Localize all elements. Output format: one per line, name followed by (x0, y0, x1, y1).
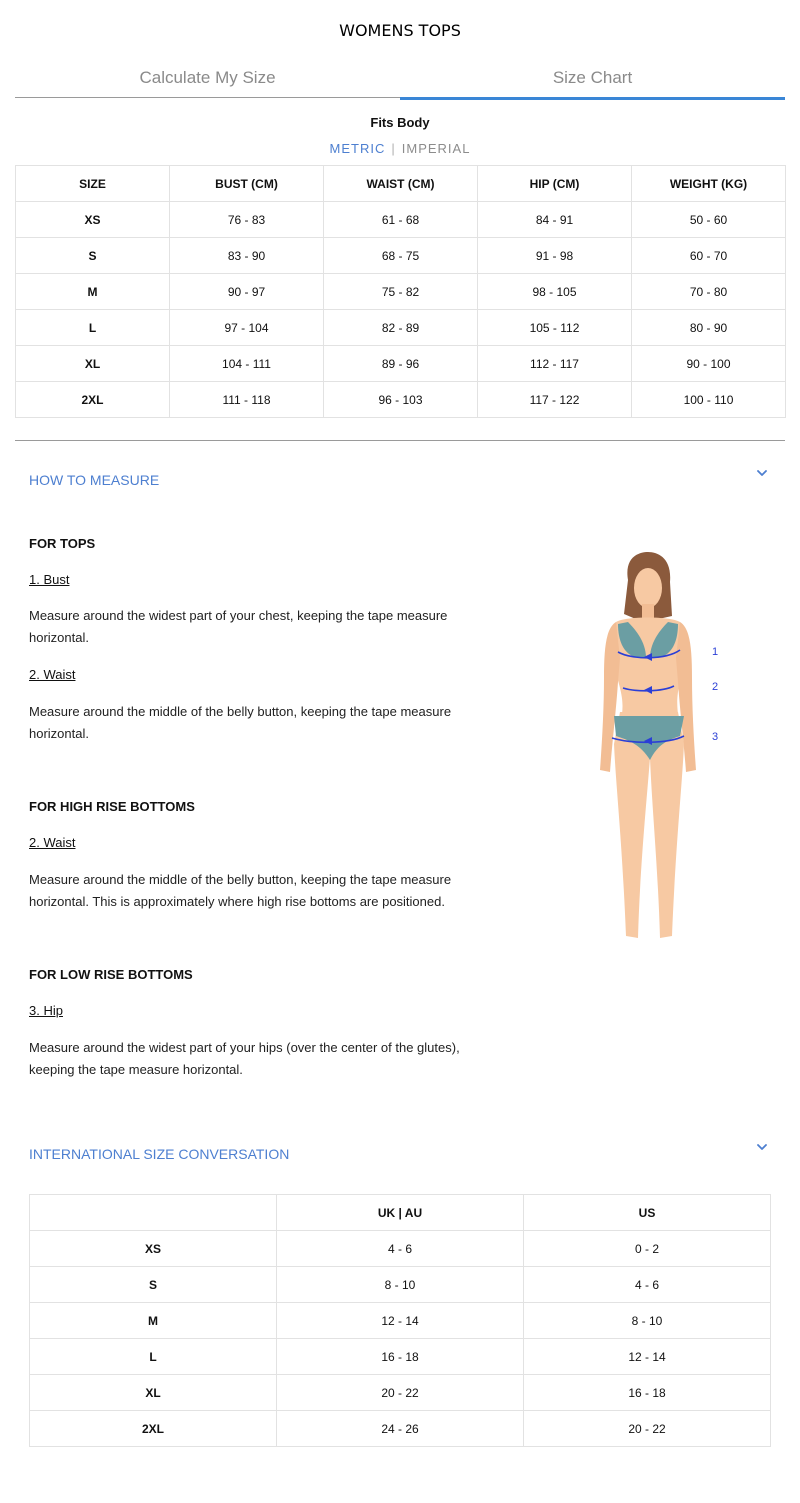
table-cell: 89 - 96 (324, 346, 478, 382)
marker-waist: 2 (712, 681, 719, 693)
table-cell: 105 - 112 (478, 310, 632, 346)
table-cell: 80 - 90 (632, 310, 786, 346)
section-divider (15, 440, 785, 441)
table-cell: 20 - 22 (524, 1411, 771, 1447)
table-cell: 100 - 110 (632, 382, 786, 418)
waist-instructions: Measure around the middle of the belly button, keeping the tape measure horizontal. (29, 704, 452, 741)
table-cell: 83 - 90 (170, 238, 324, 274)
table-cell: 82 - 89 (324, 310, 478, 346)
table-header-row (30, 1195, 771, 1231)
table-cell: 90 - 100 (632, 346, 786, 382)
table-cell: 0 - 2 (524, 1231, 771, 1267)
table-cell: 60 - 70 (632, 238, 786, 274)
table-header: BUST (CM) (170, 166, 324, 202)
table-row (16, 274, 786, 310)
international-size-table (29, 1194, 771, 1447)
table-cell: 90 - 97 (170, 274, 324, 310)
table-row (16, 202, 786, 238)
table-cell: 4 - 6 (524, 1267, 771, 1303)
table-header: SIZE (16, 166, 170, 202)
table-row (16, 238, 786, 274)
table-cell: 70 - 80 (632, 274, 786, 310)
table-cell: 8 - 10 (524, 1303, 771, 1339)
size-tabs (15, 60, 785, 98)
size-chart-table (15, 165, 786, 418)
table-row (30, 1339, 771, 1375)
table-cell: 91 - 98 (478, 238, 632, 274)
how-to-measure-accordion[interactable] (29, 471, 770, 489)
table-cell: 76 - 83 (170, 202, 324, 238)
table-cell-size: 2XL (30, 1411, 277, 1447)
table-cell: 16 - 18 (277, 1339, 524, 1375)
table-cell: 84 - 91 (478, 202, 632, 238)
table-row (16, 346, 786, 382)
hip-label: 3. Hip (29, 1003, 63, 1018)
high-rise-heading: FOR HIGH RISE BOTTOMS (29, 799, 195, 814)
table-cell-size: XS (30, 1231, 277, 1267)
fit-label: Fits Body (370, 115, 430, 130)
table-header: UK | AU (277, 1195, 524, 1231)
table-cell-size: M (30, 1303, 277, 1339)
waist-label: 2. Waist (29, 667, 76, 682)
low-rise-heading: FOR LOW RISE BOTTOMS (29, 967, 193, 982)
metric-toggle[interactable]: METRIC (329, 141, 386, 156)
table-cell-size: L (16, 310, 170, 346)
table-cell: 61 - 68 (324, 202, 478, 238)
table-cell: 50 - 60 (632, 202, 786, 238)
high-rise-waist-label: 2. Waist (29, 835, 76, 850)
table-cell: 97 - 104 (170, 310, 324, 346)
table-cell-size: 2XL (16, 382, 170, 418)
bust-instructions: Measure around the widest part of your chest, keeping the tape measure horizontal. (29, 608, 448, 645)
chevron-down-icon[interactable] (754, 1139, 770, 1155)
table-cell-size: XL (30, 1375, 277, 1411)
table-cell-size: S (30, 1267, 277, 1303)
tab-calculate-my-size[interactable]: Calculate My Size (139, 68, 276, 87)
unit-toggle (0, 141, 800, 157)
table-cell: 24 - 26 (277, 1411, 524, 1447)
table-cell: 117 - 122 (478, 382, 632, 418)
international-size-accordion[interactable] (29, 1145, 770, 1163)
table-cell: 12 - 14 (277, 1303, 524, 1339)
table-header: HIP (CM) (478, 166, 632, 202)
page-title: WOMENS TOPS (339, 21, 461, 40)
marker-bust: 1 (712, 646, 719, 658)
table-header-row (16, 166, 786, 202)
table-header (30, 1195, 277, 1231)
table-row (30, 1267, 771, 1303)
table-cell: 111 - 118 (170, 382, 324, 418)
tab-size-chart[interactable]: Size Chart (400, 60, 785, 98)
table-row (30, 1411, 771, 1447)
table-cell: 8 - 10 (277, 1267, 524, 1303)
chevron-down-icon[interactable] (754, 465, 770, 481)
hip-instructions: Measure around the widest part of your hips (over the center of the glutes), keeping the tape measure horizontal. (29, 1040, 460, 1077)
table-cell-size: M (16, 274, 170, 310)
table-header: WEIGHT (KG) (632, 166, 786, 202)
table-row (16, 310, 786, 346)
bust-label: 1. Bust (29, 572, 70, 587)
table-cell-size: XL (16, 346, 170, 382)
how-to-measure-heading: HOW TO MEASURE (29, 472, 160, 488)
table-cell: 98 - 105 (478, 274, 632, 310)
table-cell-size: L (30, 1339, 277, 1375)
table-row (30, 1375, 771, 1411)
imperial-toggle[interactable]: IMPERIAL (401, 141, 471, 156)
table-header: US (524, 1195, 771, 1231)
table-header: WAIST (CM) (324, 166, 478, 202)
table-cell: 96 - 103 (324, 382, 478, 418)
table-cell: 16 - 18 (524, 1375, 771, 1411)
table-cell: 12 - 14 (524, 1339, 771, 1375)
marker-hip: 3 (712, 731, 719, 743)
table-cell-size: XS (16, 202, 170, 238)
table-row (16, 382, 786, 418)
table-cell-size: S (16, 238, 170, 274)
body-measurement-figure (592, 548, 732, 948)
international-size-heading: INTERNATIONAL SIZE CONVERSATION (29, 1146, 290, 1162)
table-cell: 68 - 75 (324, 238, 478, 274)
table-cell: 112 - 117 (478, 346, 632, 382)
high-rise-waist-instructions: Measure around the middle of the belly button, keeping the tape measure horizontal. This is approximately where high rise bottoms are positioned. (29, 872, 452, 909)
table-row (30, 1303, 771, 1339)
table-cell: 4 - 6 (277, 1231, 524, 1267)
unit-separator: | (391, 141, 396, 156)
table-cell: 20 - 22 (277, 1375, 524, 1411)
tops-heading: FOR TOPS (29, 536, 96, 551)
table-row (30, 1231, 771, 1267)
table-cell: 75 - 82 (324, 274, 478, 310)
table-cell: 104 - 111 (170, 346, 324, 382)
